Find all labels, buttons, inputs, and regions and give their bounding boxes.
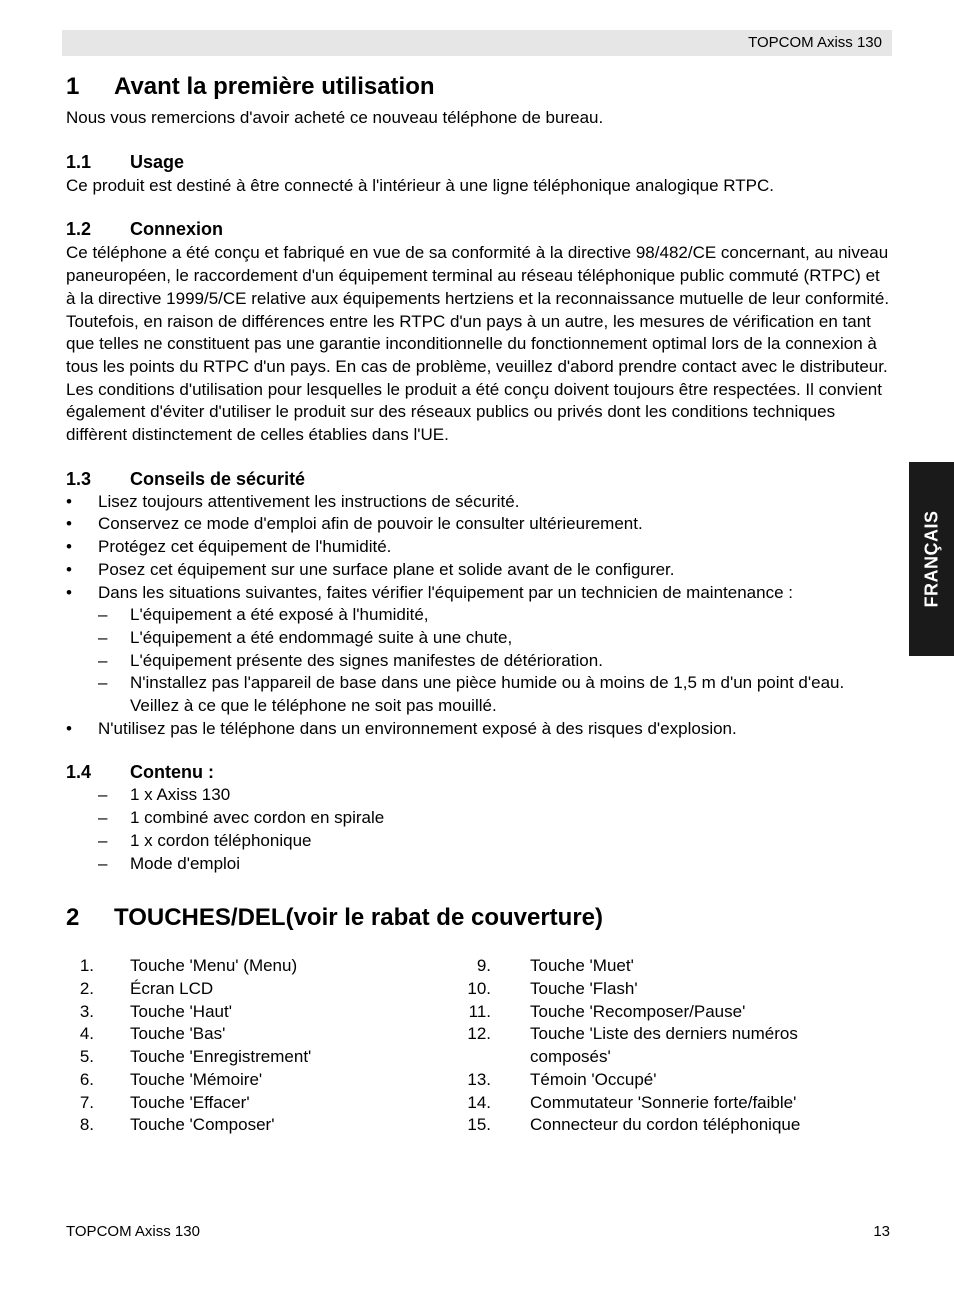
- footer-product: TOPCOM Axiss 130: [66, 1223, 200, 1240]
- section-number: 2: [66, 904, 80, 932]
- list-item: [66, 650, 890, 673]
- dash-marker: –: [98, 785, 108, 805]
- maintenance-sublist: [66, 604, 890, 718]
- list-item: [66, 559, 890, 582]
- key-label: Écran LCD: [130, 978, 214, 998]
- key-item: [66, 1114, 466, 1137]
- list-item: [66, 672, 890, 717]
- bullet-marker: •: [66, 514, 72, 534]
- section-2-heading: [66, 901, 890, 935]
- dash-marker: –: [98, 650, 108, 670]
- key-number: 7.: [79, 1092, 94, 1112]
- subsection-1-2-heading: [66, 217, 890, 241]
- key-number: 6.: [79, 1069, 94, 1089]
- subsection-title: Conseils de sécurité: [130, 468, 306, 489]
- list-item: [66, 582, 890, 605]
- key-item: [66, 1023, 466, 1046]
- key-number: 14.: [467, 1092, 491, 1112]
- key-label: Touche 'Composer': [130, 1115, 275, 1135]
- key-item: [66, 955, 466, 978]
- key-label: Touche 'Menu' (Menu): [130, 956, 298, 976]
- keys-list: [66, 955, 890, 1137]
- dash-marker: –: [98, 627, 108, 647]
- list-item: [66, 830, 890, 853]
- key-label: Commutateur 'Sonnerie forte/faible': [530, 1092, 797, 1112]
- list-item: [66, 784, 890, 807]
- key-label: Touche 'Liste des derniers numéros composés': [530, 1024, 798, 1067]
- key-number: 12.: [467, 1024, 491, 1044]
- bullet-marker: •: [66, 559, 72, 579]
- key-item: [466, 1069, 854, 1092]
- key-number: 2.: [79, 978, 94, 998]
- page-number: 13: [873, 1223, 890, 1240]
- bullet-marker: •: [66, 582, 72, 602]
- key-item: [466, 1023, 854, 1068]
- list-item-text: Dans les situations suivantes, faites vérifier l'équipement par un technicien de maintenance :: [98, 582, 793, 602]
- key-item: [466, 978, 854, 1001]
- language-tab: [909, 462, 954, 656]
- section-title: TOUCHES/DEL(voir le rabat de couverture): [114, 904, 603, 932]
- list-item-text: Protégez cet équipement de l'humidité.: [98, 537, 392, 557]
- list-item: [66, 491, 890, 514]
- key-item: [466, 1092, 854, 1115]
- key-number: 15.: [467, 1115, 491, 1135]
- key-label: Touche 'Effacer': [130, 1092, 250, 1112]
- key-label: Touche 'Bas': [130, 1024, 226, 1044]
- section-1-heading: [66, 70, 890, 104]
- key-label: Connecteur du cordon téléphonique: [530, 1115, 801, 1135]
- list-item: [66, 807, 890, 830]
- list-item-text: 1 x cordon téléphonique: [130, 830, 312, 850]
- list-item-text: L'équipement a été exposé à l'humidité,: [130, 605, 429, 625]
- subsection-number: 1.2: [66, 219, 92, 240]
- list-item: [66, 718, 890, 741]
- list-item-text: Conservez ce mode d'emploi afin de pouvoir le consulter ultérieurement.: [98, 514, 643, 534]
- header-title: TOPCOM Axiss 130: [748, 34, 882, 51]
- list-item-text: 1 x Axiss 130: [130, 785, 231, 805]
- key-number: 10.: [467, 978, 491, 998]
- key-number: 5.: [79, 1047, 94, 1067]
- keys-column-right: [466, 955, 854, 1137]
- key-label: Touche 'Recomposer/Pause': [530, 1001, 746, 1021]
- bullet-marker: •: [66, 718, 72, 738]
- key-number: 4.: [79, 1024, 94, 1044]
- dash-marker: –: [98, 808, 108, 828]
- dash-marker: –: [98, 605, 108, 625]
- list-item: [66, 627, 890, 650]
- connexion-paragraph-2: Les conditions d'utilisation pour lesquelles le produit a été conçu doivent toujours être respectées. Il convient également d'éviter d'utiliser le produit sur des réseaux publics ou privés dont les conditions techniques diffèrent distinctement de celles établies dans l'UE.: [66, 379, 882, 445]
- key-item: [466, 955, 854, 978]
- contents-list: [66, 784, 890, 875]
- dash-marker: –: [98, 853, 108, 873]
- key-item: [466, 1001, 854, 1024]
- key-label: Touche 'Mémoire': [130, 1069, 263, 1089]
- subsection-title: Usage: [130, 151, 185, 172]
- key-item: [66, 1092, 466, 1115]
- bullet-marker: •: [66, 537, 72, 557]
- subsection-1-1-heading: [66, 150, 890, 174]
- subsection-title: Contenu :: [130, 762, 214, 783]
- list-item-text: Posez cet équipement sur une surface plane et solide avant de le configurer.: [98, 559, 675, 579]
- key-label: Touche 'Muet': [530, 956, 634, 976]
- key-label: Touche 'Flash': [530, 978, 638, 998]
- subsection-1-4-heading: [66, 760, 890, 784]
- bullet-marker: •: [66, 491, 72, 511]
- key-number: 11.: [468, 1001, 491, 1021]
- page-content: [66, 70, 890, 1137]
- safety-list-continued: [66, 718, 890, 741]
- keys-column-left: [66, 955, 466, 1137]
- section-title: Avant la première utilisation: [114, 73, 435, 100]
- list-item-text: L'équipement a été endommagé suite à une chute,: [130, 627, 513, 647]
- key-number: 13.: [467, 1069, 491, 1089]
- subsection-number: 1.3: [66, 468, 92, 489]
- key-number: 8.: [79, 1115, 94, 1135]
- key-item: [466, 1114, 854, 1137]
- subsection-number: 1.4: [66, 762, 92, 783]
- list-item: [66, 536, 890, 559]
- list-item-text: Lisez toujours attentivement les instructions de sécurité.: [98, 491, 520, 511]
- dash-marker: –: [98, 673, 108, 693]
- intro-paragraph: Nous vous remercions d'avoir acheté ce nouveau téléphone de bureau.: [66, 108, 604, 127]
- page-header: [62, 30, 892, 56]
- subsection-1-3-heading: [66, 467, 890, 491]
- connexion-paragraph-1: Ce téléphone a été conçu et fabriqué en vue de sa conformité à la directive 98/482/CE concernant, au niveau paneuropéen, le raccordement d'un équipement terminal au réseau téléphonique public commuté (RTPC) et à la directive 1999/5/CE relative aux équipements hertziens et la reconnaissance mutuelle de leur conformité. Toutefois, en raison de différences entre les RTPC d'un pays à un autre, les mesures de vérification en tant que telles ne constituent pas une garantie inconditionnelle du fonctionnement optimal lors de la connexion à tous les points du RTPC d'un pays. En cas de problème, veuillez d'abord prendre contact avec le distributeur.: [66, 243, 890, 376]
- key-number: 9.: [476, 956, 491, 976]
- section-number: 1: [66, 73, 80, 100]
- key-item: [66, 978, 466, 1001]
- key-label: Touche 'Haut': [130, 1001, 232, 1021]
- key-item: [66, 1046, 466, 1069]
- key-label: Témoin 'Occupé': [530, 1069, 657, 1089]
- subsection-title: Connexion: [130, 219, 223, 240]
- list-item-text: N'installez pas l'appareil de base dans une pièce humide ou à moins de 1,5 m d'un point d'eau. Veillez à ce que le téléphone ne soit pas mouillé.: [130, 673, 845, 716]
- language-tab-label: FRANÇAIS: [921, 510, 941, 608]
- list-item-text: L'équipement présente des signes manifestes de détérioration.: [130, 650, 603, 670]
- key-number: 1.: [79, 956, 94, 976]
- key-number: 3.: [79, 1001, 94, 1021]
- list-item-text: 1 combiné avec cordon en spirale: [130, 808, 385, 828]
- subsection-number: 1.1: [66, 151, 92, 172]
- safety-list: [66, 491, 890, 605]
- list-item-text: N'utilisez pas le téléphone dans un environnement exposé à des risques d'explosion.: [98, 718, 737, 738]
- list-item: [66, 853, 890, 876]
- list-item: [66, 513, 890, 536]
- key-item: [66, 1001, 466, 1024]
- key-item: [66, 1069, 466, 1092]
- usage-paragraph: Ce produit est destiné à être connecté à l'intérieur à une ligne téléphonique analogique RTPC.: [66, 175, 774, 195]
- list-item: [66, 604, 890, 627]
- dash-marker: –: [98, 830, 108, 850]
- key-label: Touche 'Enregistrement': [130, 1047, 312, 1067]
- list-item-text: Mode d'emploi: [130, 853, 241, 873]
